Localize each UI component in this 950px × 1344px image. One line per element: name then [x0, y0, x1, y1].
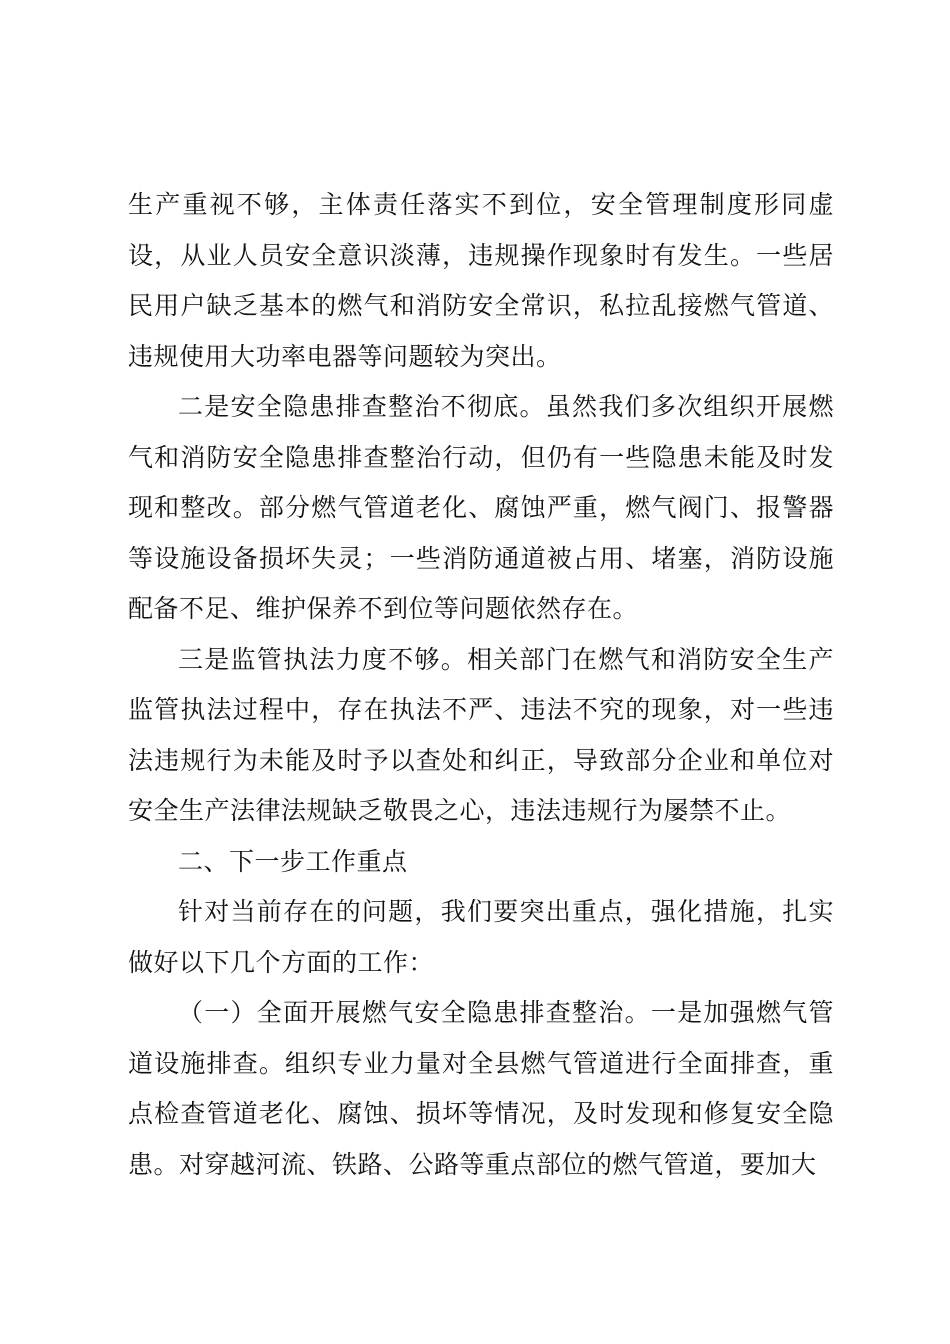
paragraph-enforcement: 三是监管执法力度不够。相关部门在燃气和消防安全生产监管执法过程中，存在执法不严、违法不究的现象，对一些违法违规行为未能及时予以查处和纠正，导致部分企业和单位对安全生产法律法规缺乏敬畏之心，违法违规行为屡禁不止。: [128, 644, 834, 825]
paragraph-gas-inspection: （一）全面开展燃气安全隐患排查整治。一是加强燃气管道设施排查。组织专业力量对全县燃气管道进行全面排查，重点检查管道老化、腐蚀、损坏等情况，及时发现和修复安全隐患。对穿越河流、铁路、公路等重点部位的燃气管道，要加大: [128, 998, 834, 1179]
paragraph-continuation: 生产重视不够，主体责任落实不到位，安全管理制度形同虚设，从业人员安全意识淡薄，违规操作现象时有发生。一些居民用户缺乏基本的燃气和消防安全常识，私拉乱接燃气管道、违规使用大功率电器等问题较为突出。: [128, 190, 834, 371]
document-body: [128, 180, 834, 1190]
section-heading-next-steps: 二、下一步工作重点: [178, 846, 408, 876]
paragraph-intro-measures: 针对当前存在的问题，我们要突出重点，强化措施，扎实做好以下几个方面的工作：: [128, 897, 834, 977]
paragraph-hazard-inspection: 二是安全隐患排查整治不彻底。虽然我们多次组织开展燃气和消防安全隐患排查整治行动，但仍有一些隐患未能及时发现和整改。部分燃气管道老化、腐蚀严重，燃气阀门、报警器等设施设备损坏失灵；一些消防通道被占用、堵塞，消防设施配备不足、维护保养不到位等问题依然存在。: [128, 392, 834, 623]
